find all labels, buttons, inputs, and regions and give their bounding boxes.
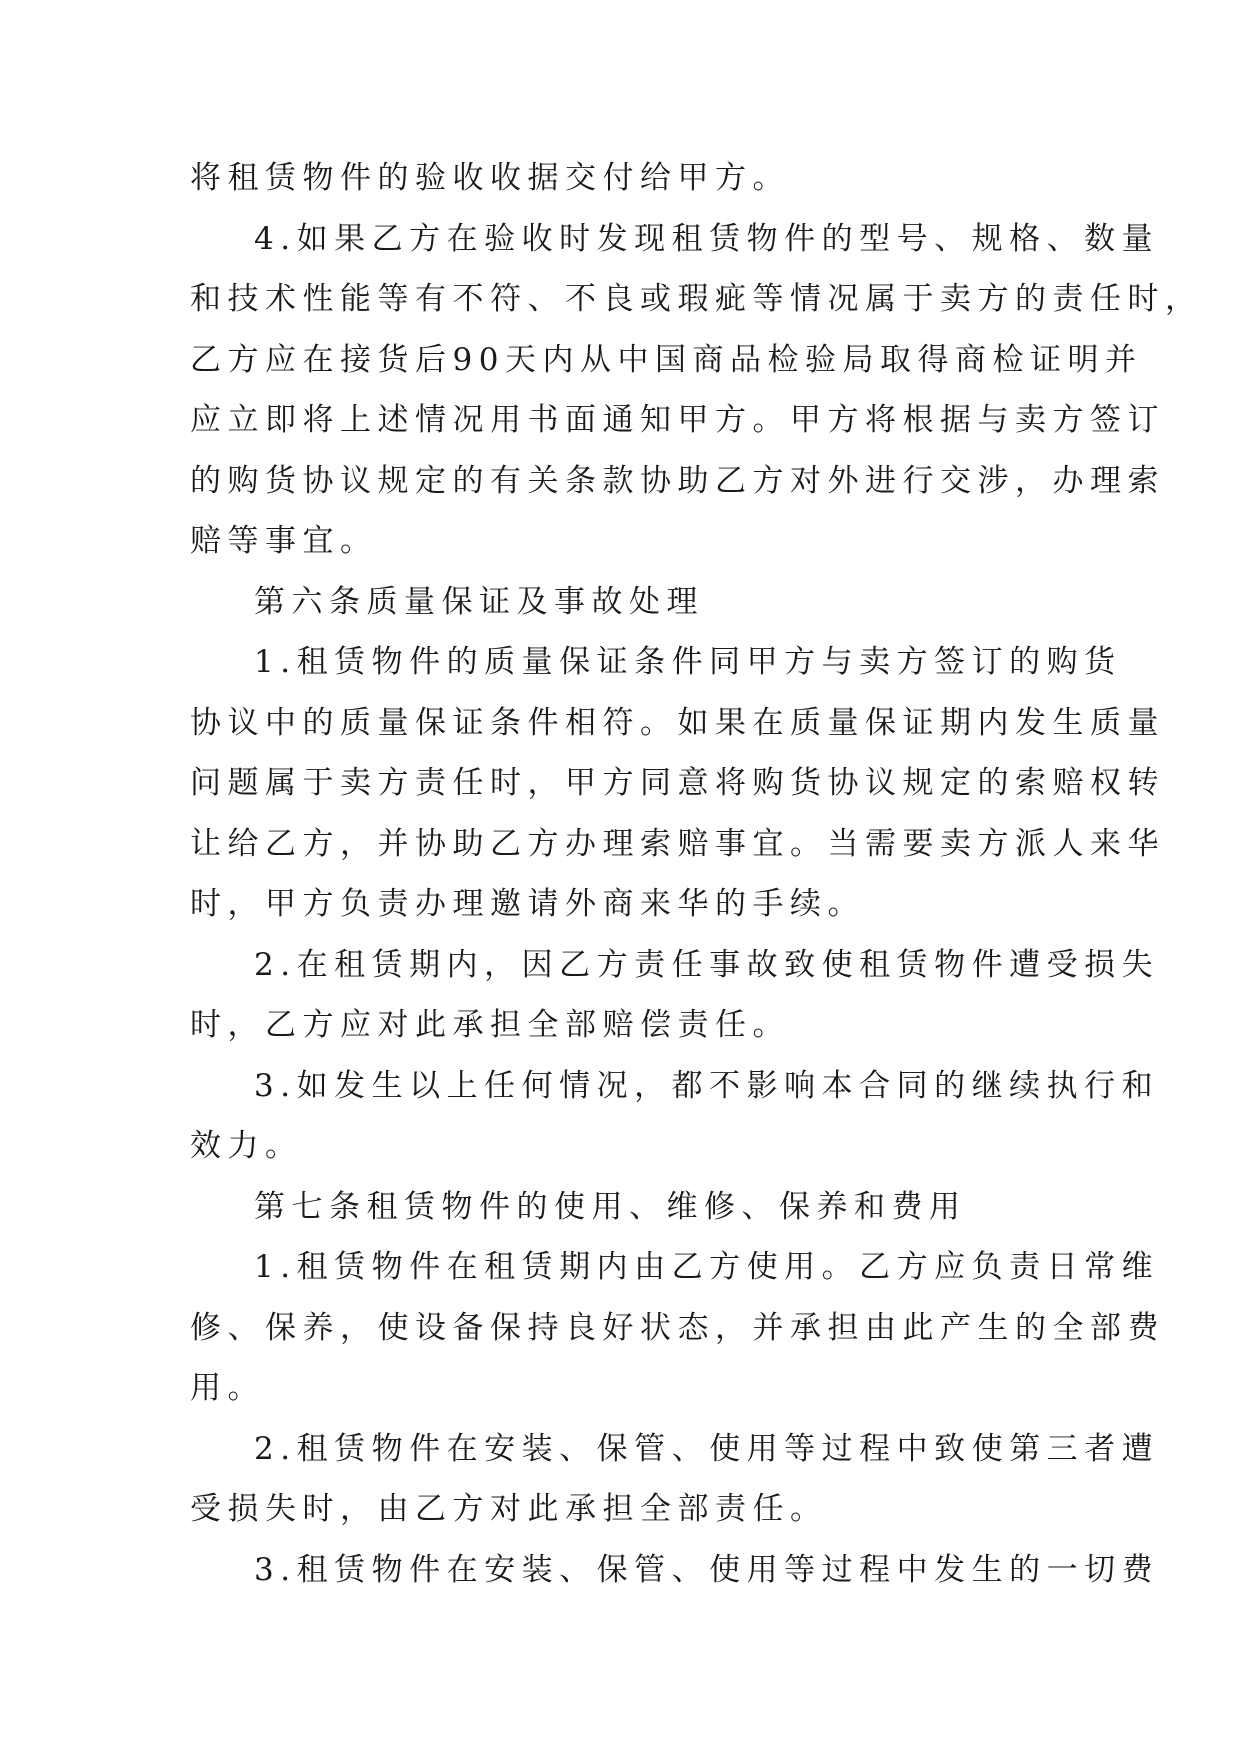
text-line: 问题属于卖方责任时，甲方同意将购货协议规定的索赔权转 — [190, 765, 1165, 801]
section-heading: 第六条质量保证及事故处理 — [254, 583, 704, 620]
text-line: 效力。 — [190, 1128, 303, 1164]
text-line: 时，乙方应对此承担全部赔偿责任。 — [190, 1007, 790, 1043]
text-line: 赔等事宜。 — [190, 523, 378, 559]
text-line: 3.租赁物件在安装、保管、使用等过程中发生的一切费 — [254, 1551, 1160, 1588]
text-line: 时，甲方负责办理邀请外商来华的手续。 — [190, 886, 865, 922]
document-body — [190, 148, 1203, 1600]
text-line: 修、保养，使设备保持良好状态，并承担由此产生的全部费 — [190, 1309, 1165, 1346]
text-line: 2.租赁物件在安装、保管、使用等过程中致使第三者遭 — [254, 1430, 1160, 1467]
text-line: 1.租赁物件在租赁期内由乙方使用。乙方应负责日常维 — [254, 1249, 1160, 1285]
section-heading: 第七条租赁物件的使用、维修、保养和费用 — [254, 1188, 967, 1225]
text-line: 乙方应在接货后90天内从中国商品检验局取得商检证明并 — [190, 341, 1143, 378]
text-line: 1.租赁物件的质量保证条件同甲方与卖方签订的购货 — [254, 644, 1122, 680]
text-line: 将租赁物件的验收收据交付给甲方。 — [190, 160, 790, 196]
text-line: 让给乙方，并协助乙方办理索赔事宜。当需要卖方派人来华 — [190, 825, 1165, 862]
text-line: 协议中的质量保证条件相符。如果在质量保证期内发生质量 — [190, 704, 1165, 741]
text-line: 3.如发生以上任何情况，都不影响本合同的继续执行和 — [254, 1067, 1160, 1104]
text-line: 受损失时，由乙方对此承担全部责任。 — [190, 1491, 828, 1527]
text-line: 用。 — [190, 1370, 265, 1406]
text-line: 和技术性能等有不符、不良或瑕疵等情况属于卖方的责任时， — [190, 281, 1203, 317]
text-line: 2.在租赁期内，因乙方责任事故致使租赁物件遭受损失 — [254, 946, 1160, 983]
text-line: 应立即将上述情况用书面通知甲方。甲方将根据与卖方签订 — [190, 402, 1165, 438]
text-line: 的购货协议规定的有关条款协助乙方对外进行交涉，办理索 — [190, 462, 1165, 499]
text-line: 4.如果乙方在验收时发现租赁物件的型号、规格、数量 — [254, 220, 1160, 257]
